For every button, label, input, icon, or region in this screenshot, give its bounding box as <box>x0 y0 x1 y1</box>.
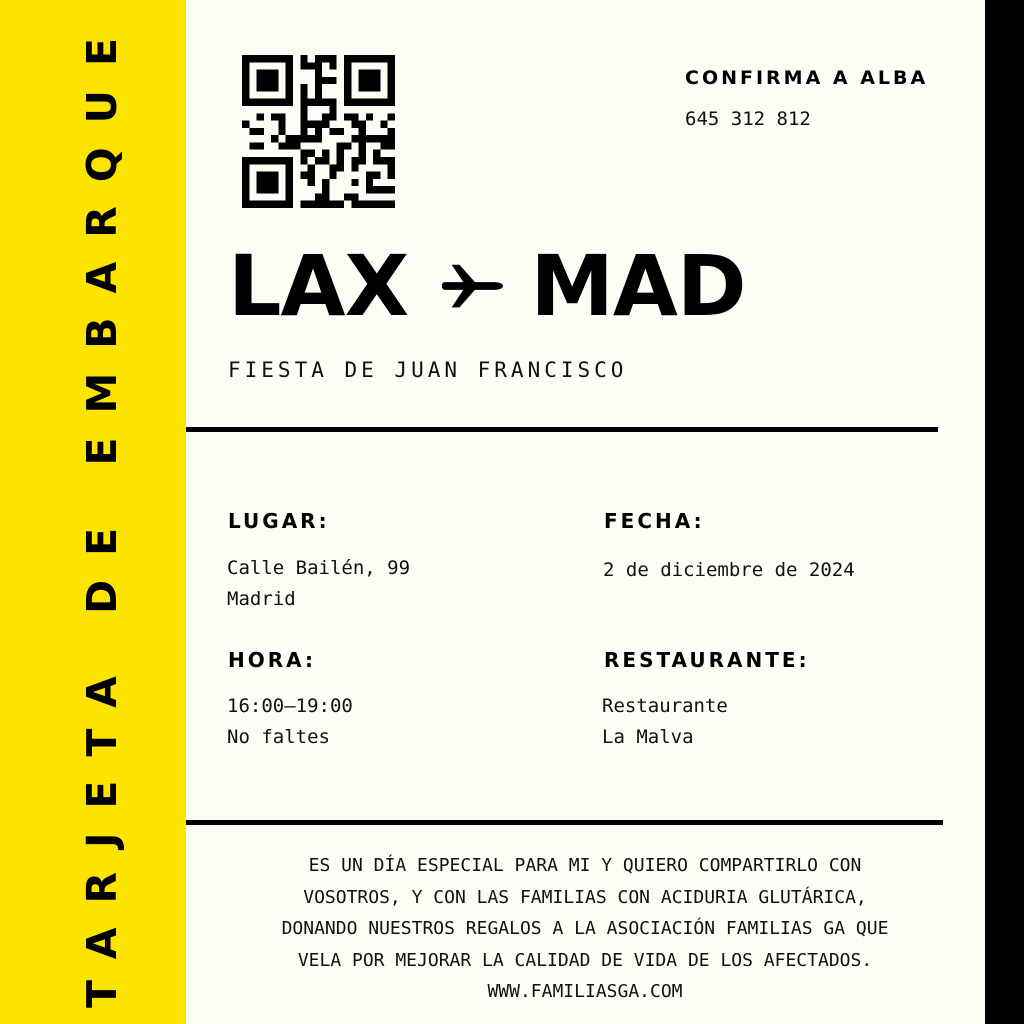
rsvp-title: CONFIRMA A ALBA <box>685 67 929 89</box>
fecha-value <box>603 555 855 586</box>
lugar-city: Madrid <box>227 588 296 610</box>
donation-message <box>200 850 970 1008</box>
route-destination: MAD <box>530 237 746 335</box>
rsvp-phone[interactable]: 645 312 812 <box>685 108 811 130</box>
hora-time: 16:00–19:00 <box>227 695 353 717</box>
route-origin: LAX <box>228 237 409 335</box>
restaurante-value <box>602 691 728 753</box>
website-link[interactable]: WWW.FAMILIASGA.COM <box>487 981 683 1002</box>
restaurante-line1: Restaurante <box>602 695 728 717</box>
lugar-value <box>227 553 410 615</box>
hora-value <box>227 691 353 753</box>
vertical-title-text: TARJETA DE EMBARQUE <box>78 14 126 1008</box>
restaurante-line2: La Malva <box>602 726 694 748</box>
fecha-date: 2 de diciembre de 2024 <box>603 559 855 581</box>
hora-note: No faltes <box>227 726 330 748</box>
qr-code-icon[interactable] <box>242 55 395 208</box>
divider-top <box>186 427 938 432</box>
flight-route <box>228 236 746 336</box>
message-line: VELA POR MEJORAR LA CALIDAD DE VIDA DE LOS AFECTADOS. <box>297 949 873 971</box>
event-name: FIESTA DE JUAN FRANCISCO <box>228 358 628 382</box>
divider-bottom <box>186 820 943 825</box>
black-edge-bar <box>985 0 1024 1024</box>
message-line: DONANDO NUESTROS REGALOS A LA ASOCIACIÓN FAMILIAS GA QUE <box>281 918 889 939</box>
hora-label: HORA: <box>228 648 316 672</box>
message-line: VOSOTROS, Y CON LAS FAMILIAS CON ACIDURIA GLUTÁRICA, <box>303 886 867 908</box>
lugar-address: Calle Bailén, 99 <box>227 557 411 579</box>
vertical-title <box>77 14 127 1008</box>
airplane-icon <box>442 261 504 311</box>
restaurante-label: RESTAURANTE: <box>604 648 810 672</box>
fecha-label: FECHA: <box>604 509 705 533</box>
lugar-label: LUGAR: <box>228 509 330 533</box>
message-line: ES UN DÍA ESPECIAL PARA MI Y QUIERO COMPARTIRLO CON <box>308 855 862 876</box>
